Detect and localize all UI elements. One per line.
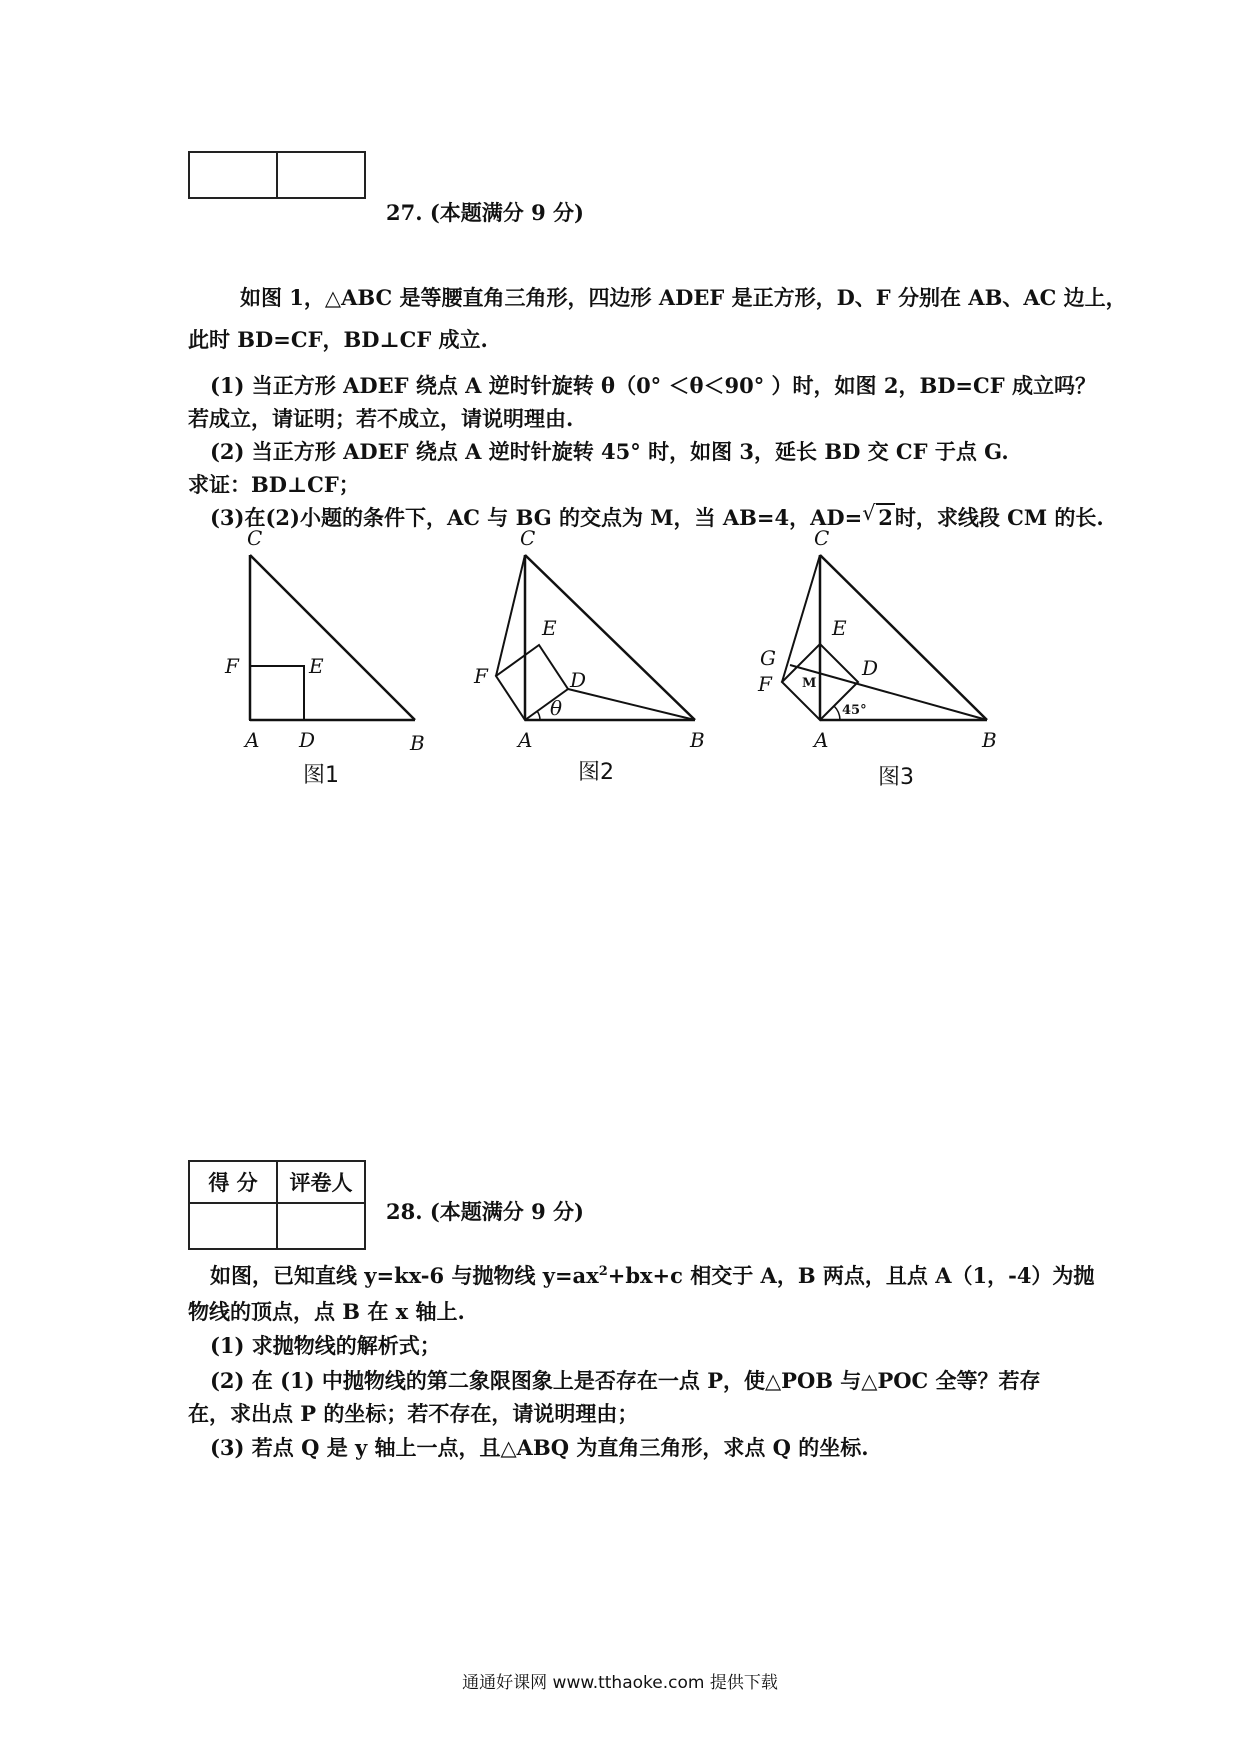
fig3-label-d: D xyxy=(862,656,879,680)
q27-intro-line2: 此时 BD=CF，BD⊥CF 成立. xyxy=(188,327,488,352)
figure-3 xyxy=(750,525,1010,775)
fig2-label-c: C xyxy=(520,526,536,550)
q27-intro-line1: 如图 1，△ABC 是等腰直角三角形，四边形 ADEF 是正方形，D、F 分别在 AB、AC 边上， xyxy=(240,285,1127,310)
fig2-label-e: E xyxy=(542,616,557,640)
q28-score-table xyxy=(188,1160,366,1250)
q28-intro-line1-b: +bx+c 相交于 A，B 两点，且点 A（1，-4）为抛 xyxy=(607,1263,1095,1288)
fig1-label-a: A xyxy=(245,728,260,752)
fig3-label-m: M xyxy=(802,676,817,691)
q28-title: 28. (本题满分 9 分) xyxy=(386,1199,584,1224)
q28-grader-cell xyxy=(277,1203,365,1249)
q28-intro-line2: 物线的顶点，点 B 在 x 轴上. xyxy=(188,1299,465,1324)
q27-part2-line1: (2) 当正方形 ADEF 绕点 A 逆时针旋转 45° 时，如图 3，延长 BD 交 CF 于点 G. xyxy=(210,439,1009,464)
fig2-label-d: D xyxy=(570,668,587,692)
fig3-caption: 图3 xyxy=(878,765,914,790)
q28-part2-line1: (2) 在 (1) 中抛物线的第二象限图象上是否存在一点 P，使△POB 与△POC 全等？若存 xyxy=(210,1368,1041,1393)
q28-intro-line1 xyxy=(210,1260,1094,1290)
fig1-label-f: F xyxy=(225,654,239,678)
q27-part2-line2: 求证：BD⊥CF； xyxy=(188,472,360,497)
q28-intro-sup: 2 xyxy=(598,1264,608,1279)
q27-title: 27. (本题满分 9 分) xyxy=(386,200,584,225)
fig3-angle-arc xyxy=(834,706,840,720)
fig1-square-adef xyxy=(250,666,304,720)
q27-part1-line1: (1) 当正方形 ADEF 绕点 A 逆时针旋转 θ（0° ＜θ＜90° ）时，如图 2，BD=CF 成立吗？ xyxy=(210,373,1096,398)
figure-2 xyxy=(460,525,720,765)
fig3-label-45: 45° xyxy=(842,703,867,718)
q28-part3: (3) 若点 Q 是 y 轴上一点，且△ABQ 为直角三角形，求点 Q 的坐标. xyxy=(210,1435,869,1460)
q28-intro-line1-a: 如图，已知直线 y=kx-6 与抛物线 y=ax xyxy=(210,1263,599,1288)
q28-part2-line2: 在，求出点 P 的坐标；若不存在，请说明理由； xyxy=(188,1401,639,1426)
fig2-segment-bd xyxy=(568,689,695,720)
fig2-label-theta: θ xyxy=(550,696,563,720)
q28-score-header: 得 分 xyxy=(189,1161,277,1203)
q27-part1-line2: 若成立，请证明；若不成立，请说明理由. xyxy=(188,406,574,431)
fig2-angle-arc xyxy=(537,711,540,720)
fig2-caption: 图2 xyxy=(578,760,614,785)
q28-grader-header: 评卷人 xyxy=(277,1161,365,1203)
q27-score-cell xyxy=(189,152,277,198)
q27-grader-cell xyxy=(277,152,365,198)
sqrt-value: 2 xyxy=(878,505,893,530)
fig1-label-e: E xyxy=(309,654,324,678)
q27-part3-before: (3)在(2)小题的条件下，AC 与 BG 的交点为 M，当 AB=4，AD= xyxy=(210,505,863,530)
fig1-label-c: C xyxy=(247,526,263,550)
fig2-label-b: B xyxy=(690,728,705,752)
figure-1 xyxy=(210,525,430,765)
page-footer: 通通好课网 www.tthaoke.com 提供下载 xyxy=(462,1673,778,1693)
fig2-label-a: A xyxy=(518,728,533,752)
fig1-label-d: D xyxy=(299,728,316,752)
q28-part1: (1) 求抛物线的解析式； xyxy=(210,1333,441,1358)
q28-score-cell xyxy=(189,1203,277,1249)
fig3-label-a: A xyxy=(814,728,829,752)
fig1-label-b: B xyxy=(410,731,425,755)
fig3-label-g: G xyxy=(760,646,776,670)
fig3-label-f: F xyxy=(758,672,772,696)
fig2-label-f: F xyxy=(474,664,488,688)
q27-part3-after: 时，求线段 CM 的长. xyxy=(894,505,1104,530)
sqrt-expression: √ 2 xyxy=(862,501,893,530)
fig3-label-c: C xyxy=(814,526,830,550)
fig3-label-e: E xyxy=(832,616,847,640)
fig1-side-bc xyxy=(250,555,415,720)
fig1-caption: 图1 xyxy=(303,763,339,788)
q27-score-table xyxy=(188,151,366,199)
fig3-label-b: B xyxy=(982,728,997,752)
